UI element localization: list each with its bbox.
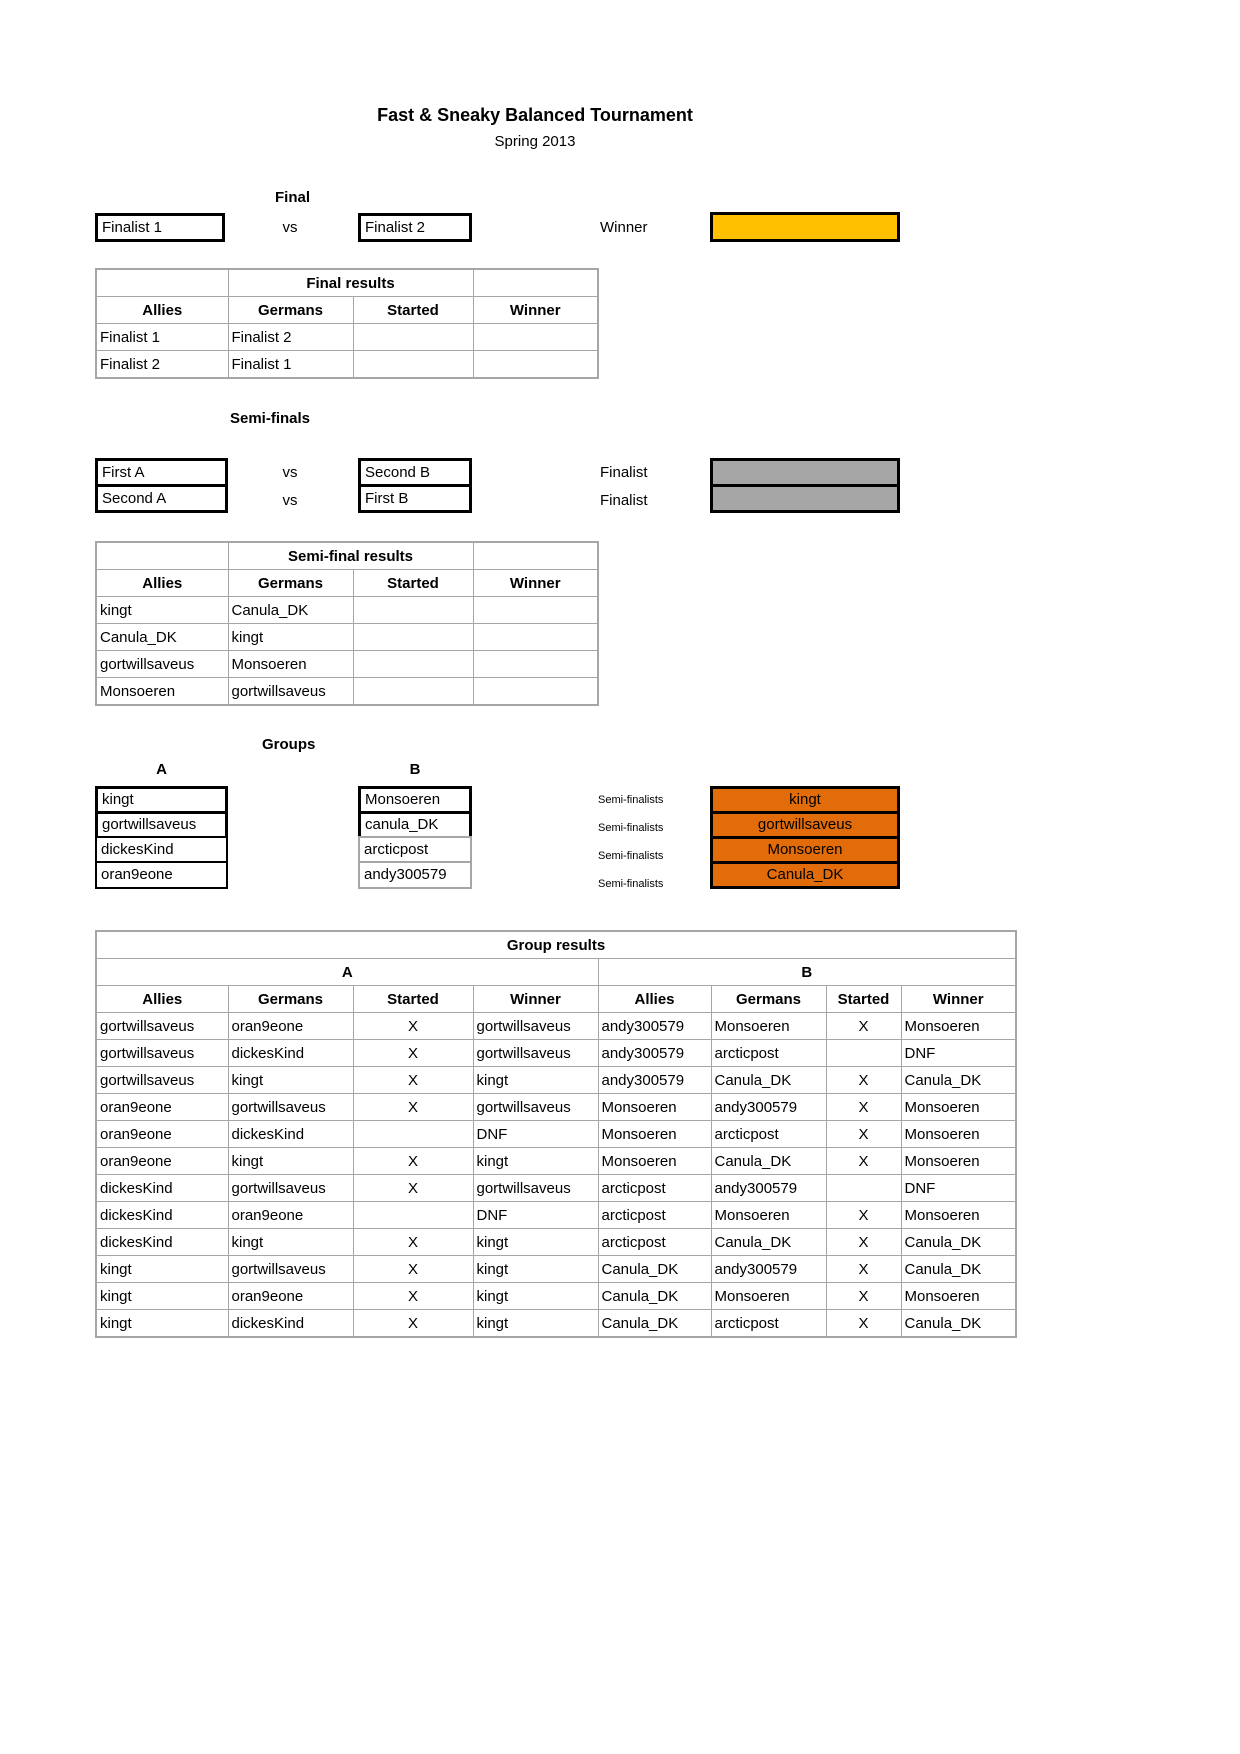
table-row [96, 324, 598, 351]
table-cell: X [826, 1283, 901, 1310]
table-row [96, 651, 598, 678]
table-cell [353, 351, 473, 379]
final-heading: Final [275, 189, 311, 206]
table-row [96, 1040, 1016, 1067]
finalist1-box: Finalist 1 [95, 213, 225, 242]
blank-cell [96, 269, 228, 297]
table-cell: gortwillsaveus [228, 1175, 353, 1202]
table-cell: X [826, 1121, 901, 1148]
semifinalists-list [710, 786, 900, 889]
table-cell [473, 624, 598, 651]
table-cell: kingt [228, 1229, 353, 1256]
table-cell: Monsoeren [598, 1148, 711, 1175]
table-cell: Finalist 1 [96, 324, 228, 351]
table-cell: X [353, 1229, 473, 1256]
table-cell: Canula_DK [228, 597, 353, 624]
table-cell [353, 324, 473, 351]
table-row [96, 597, 598, 624]
finalist-label: Finalist [600, 492, 648, 509]
table-cell: Canula_DK [598, 1256, 711, 1283]
table-cell: dickesKind [228, 1040, 353, 1067]
table-cell: kingt [96, 1283, 228, 1310]
table-row [96, 351, 598, 379]
table-cell: arcticpost [711, 1040, 826, 1067]
group-member-box: gortwillsaveus [95, 811, 228, 839]
table-cell [353, 624, 473, 651]
table-cell: Canula_DK [711, 1148, 826, 1175]
table-title: Final results [228, 269, 473, 297]
table-cell: oran9eone [96, 1094, 228, 1121]
semifinal-results-table [95, 541, 599, 706]
table-row [96, 1283, 1016, 1310]
table-title: Group results [96, 931, 1016, 959]
table-cell: Monsoeren [711, 1283, 826, 1310]
group-a-subheader: A [96, 959, 598, 986]
table-cell: Canula_DK [711, 1067, 826, 1094]
group-results-table [95, 930, 1017, 1338]
table-cell: arcticpost [598, 1229, 711, 1256]
semifinals-heading: Semi-finals [230, 410, 311, 427]
vs-label: vs [282, 492, 298, 509]
group-subheader-row [96, 959, 1016, 986]
table-row [96, 1121, 1016, 1148]
table-cell: DNF [473, 1121, 598, 1148]
table-cell [473, 678, 598, 706]
semifinalist-box: Canula_DK [710, 861, 900, 889]
finalist-box [710, 458, 900, 487]
match-left-box: Second A [95, 484, 228, 513]
table-cell: X [826, 1013, 901, 1040]
semifinalists-label: Semi-finalists [598, 822, 664, 834]
table-cell: gortwillsaveus [96, 1013, 228, 1040]
table-cell: X [826, 1094, 901, 1121]
column-header: Winner [473, 570, 598, 597]
column-header: Started [826, 986, 901, 1013]
table-cell: Canula_DK [711, 1229, 826, 1256]
group-b-subheader: B [598, 959, 1016, 986]
column-header: Germans [228, 297, 353, 324]
table-cell [353, 597, 473, 624]
blank-cell [473, 269, 598, 297]
group-member-box: canula_DK [358, 811, 472, 839]
table-cell: kingt [228, 1067, 353, 1094]
table-cell: andy300579 [711, 1256, 826, 1283]
column-header: Allies [96, 297, 228, 324]
table-cell: arcticpost [711, 1121, 826, 1148]
table-cell: Monsoeren [711, 1013, 826, 1040]
table-cell: Canula_DK [901, 1229, 1016, 1256]
group-member-box: dickesKind [95, 836, 228, 864]
table-cell: Finalist 2 [96, 351, 228, 379]
table-cell: gortwillsaveus [473, 1094, 598, 1121]
match-right-box: Second B [358, 458, 472, 487]
group-member-box: andy300579 [358, 861, 472, 889]
table-cell: gortwillsaveus [228, 678, 353, 706]
table-cell: gortwillsaveus [228, 1256, 353, 1283]
table-cell: Canula_DK [901, 1256, 1016, 1283]
table-cell: gortwillsaveus [473, 1040, 598, 1067]
table-cell: X [826, 1229, 901, 1256]
table-cell: Canula_DK [96, 624, 228, 651]
semifinalist-box: gortwillsaveus [710, 811, 900, 839]
table-cell: X [353, 1094, 473, 1121]
table-cell: oran9eone [228, 1283, 353, 1310]
semifinal-left-stack [95, 458, 228, 513]
column-header: Germans [711, 986, 826, 1013]
page-title: Fast & Sneaky Balanced Tournament [377, 105, 693, 125]
table-cell: X [353, 1013, 473, 1040]
finalist-box [710, 484, 900, 513]
final-results-table [95, 268, 599, 379]
table-cell: Monsoeren [901, 1121, 1016, 1148]
column-header: Germans [228, 986, 353, 1013]
table-cell: Monsoeren [901, 1094, 1016, 1121]
table-row [96, 1229, 1016, 1256]
table-title-row [96, 931, 1016, 959]
table-cell: gortwillsaveus [96, 1067, 228, 1094]
table-cell: oran9eone [96, 1148, 228, 1175]
semifinalists-label: Semi-finalists [598, 794, 664, 806]
winner-box [710, 212, 900, 242]
table-cell: oran9eone [228, 1202, 353, 1229]
table-cell: gortwillsaveus [473, 1013, 598, 1040]
table-cell: Monsoeren [228, 651, 353, 678]
table-cell [473, 597, 598, 624]
table-cell: dickesKind [228, 1310, 353, 1338]
table-cell [353, 1202, 473, 1229]
match-left-box: First A [95, 458, 228, 487]
table-cell: oran9eone [96, 1121, 228, 1148]
column-header: Started [353, 297, 473, 324]
table-cell: kingt [96, 1256, 228, 1283]
table-cell: X [353, 1256, 473, 1283]
table-title: Semi-final results [228, 542, 473, 570]
semifinalists-label: Semi-finalists [598, 878, 664, 890]
table-cell: DNF [473, 1202, 598, 1229]
semifinalists-label-list [598, 786, 708, 898]
blank-cell [96, 542, 228, 570]
table-row [96, 624, 598, 651]
column-header: Allies [96, 986, 228, 1013]
table-cell [473, 351, 598, 379]
table-cell: X [353, 1310, 473, 1338]
page-subtitle: Spring 2013 [494, 133, 576, 150]
finalist2-box: Finalist 2 [358, 213, 472, 242]
table-cell: Monsoeren [96, 678, 228, 706]
group-member-box: oran9eone [95, 861, 228, 889]
table-row [96, 1094, 1016, 1121]
table-title-row [96, 269, 598, 297]
table-cell: Finalist 1 [228, 351, 353, 379]
table-cell [826, 1040, 901, 1067]
column-header: Started [353, 986, 473, 1013]
table-cell: kingt [473, 1283, 598, 1310]
table-cell: DNF [901, 1175, 1016, 1202]
table-row [96, 1175, 1016, 1202]
table-cell: andy300579 [598, 1013, 711, 1040]
table-header-row [96, 570, 598, 597]
blank-cell [473, 542, 598, 570]
table-cell: andy300579 [711, 1094, 826, 1121]
table-cell [353, 1121, 473, 1148]
vs-label: vs [282, 464, 298, 481]
table-cell: andy300579 [598, 1067, 711, 1094]
table-cell: arcticpost [598, 1202, 711, 1229]
table-cell: X [826, 1310, 901, 1338]
table-cell: gortwillsaveus [228, 1094, 353, 1121]
table-title-row [96, 542, 598, 570]
vs-label: vs [282, 219, 298, 236]
table-header-row [96, 297, 598, 324]
table-cell: oran9eone [228, 1013, 353, 1040]
table-cell: Monsoeren [711, 1202, 826, 1229]
table-cell [353, 651, 473, 678]
table-cell: Canula_DK [901, 1067, 1016, 1094]
table-cell: andy300579 [711, 1175, 826, 1202]
table-cell: Monsoeren [901, 1283, 1016, 1310]
table-cell: Canula_DK [598, 1283, 711, 1310]
table-cell: kingt [96, 597, 228, 624]
table-cell: Monsoeren [901, 1202, 1016, 1229]
table-cell: X [353, 1040, 473, 1067]
table-row [96, 1067, 1016, 1094]
winner-label: Winner [600, 219, 648, 236]
table-cell [473, 324, 598, 351]
table-cell: kingt [228, 624, 353, 651]
table-cell: gortwillsaveus [96, 1040, 228, 1067]
table-row [96, 1256, 1016, 1283]
table-cell: kingt [473, 1229, 598, 1256]
table-cell: X [826, 1067, 901, 1094]
table-cell: gortwillsaveus [96, 651, 228, 678]
table-cell [353, 678, 473, 706]
column-header: Germans [228, 570, 353, 597]
column-header: Started [353, 570, 473, 597]
semifinalist-box: Monsoeren [710, 836, 900, 864]
group-b-label: B [409, 761, 421, 778]
table-row [96, 1013, 1016, 1040]
table-cell: X [826, 1202, 901, 1229]
table-cell: arcticpost [598, 1175, 711, 1202]
group-a-label: A [156, 761, 167, 778]
table-cell: X [353, 1148, 473, 1175]
group-member-box: arcticpost [358, 836, 472, 864]
table-cell: andy300579 [598, 1040, 711, 1067]
table-cell: dickesKind [96, 1229, 228, 1256]
table-cell: kingt [473, 1148, 598, 1175]
table-cell: Monsoeren [598, 1094, 711, 1121]
table-row [96, 678, 598, 706]
column-header: Winner [473, 986, 598, 1013]
table-cell [826, 1175, 901, 1202]
semifinalists-label: Semi-finalists [598, 850, 664, 862]
table-cell: kingt [473, 1067, 598, 1094]
table-cell: X [353, 1283, 473, 1310]
table-cell: kingt [473, 1256, 598, 1283]
column-header: Winner [901, 986, 1016, 1013]
finalist-label: Finalist [600, 464, 648, 481]
table-cell: Monsoeren [598, 1121, 711, 1148]
table-cell: kingt [96, 1310, 228, 1338]
table-cell: Canula_DK [598, 1310, 711, 1338]
table-cell: Monsoeren [901, 1148, 1016, 1175]
semifinalist-box: kingt [710, 786, 900, 814]
table-cell: dickesKind [228, 1121, 353, 1148]
group-member-box: Monsoeren [358, 786, 472, 814]
semifinal-right-stack [358, 458, 472, 513]
table-cell: X [826, 1148, 901, 1175]
table-cell: X [353, 1067, 473, 1094]
table-cell: Finalist 2 [228, 324, 353, 351]
table-cell: arcticpost [711, 1310, 826, 1338]
table-cell: dickesKind [96, 1175, 228, 1202]
column-header: Winner [473, 297, 598, 324]
match-right-box: First B [358, 484, 472, 513]
table-cell: X [353, 1175, 473, 1202]
table-cell: X [826, 1256, 901, 1283]
group-a-list [95, 786, 228, 889]
group-member-box: kingt [95, 786, 228, 814]
table-cell: kingt [473, 1310, 598, 1338]
table-cell: kingt [228, 1148, 353, 1175]
group-b-list [358, 786, 472, 889]
table-row [96, 1148, 1016, 1175]
finalist-box-stack [710, 458, 900, 513]
table-row [96, 1202, 1016, 1229]
groups-heading: Groups [262, 736, 316, 753]
table-cell: gortwillsaveus [473, 1175, 598, 1202]
table-row [96, 1310, 1016, 1338]
column-header: Allies [598, 986, 711, 1013]
table-cell: Monsoeren [901, 1013, 1016, 1040]
table-cell: dickesKind [96, 1202, 228, 1229]
table-cell: Canula_DK [901, 1310, 1016, 1338]
table-cell [473, 651, 598, 678]
table-header-row [96, 986, 1016, 1013]
table-cell: DNF [901, 1040, 1016, 1067]
column-header: Allies [96, 570, 228, 597]
